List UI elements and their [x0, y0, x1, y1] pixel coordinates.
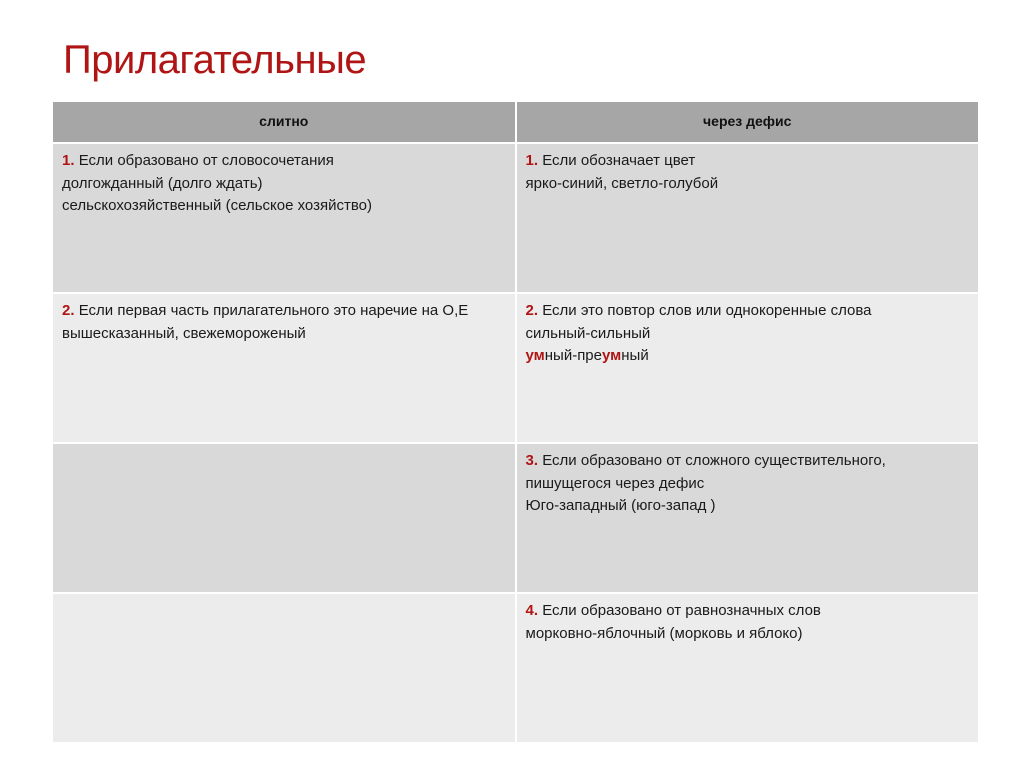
rule-number: 4.: [525, 602, 539, 619]
rules-table: [51, 100, 980, 744]
word-part: ный-пре: [544, 347, 602, 364]
rule-example: сильный-сильный: [525, 324, 651, 342]
root-highlight: ум: [602, 347, 622, 364]
slide-title: Прилагательные: [63, 38, 367, 82]
rule-number: 3.: [525, 452, 539, 469]
table-header-row: [52, 101, 979, 143]
rule-text: Если обозначает цвет: [542, 152, 696, 169]
rule-number: 1.: [525, 152, 539, 169]
rule-example: морковно-яблочный (морковь и яблоко): [525, 624, 803, 642]
table-row: [52, 143, 979, 293]
rule-number: 1.: [62, 152, 75, 169]
rule-text: Если это повтор слов или однокоренные слова: [542, 302, 872, 319]
rule-example: сельскохозяйственный (сельское хозяйство): [62, 197, 372, 214]
rule-example: долгожданный (долго ждать): [62, 174, 263, 192]
rule-hyphen-4: [516, 593, 980, 743]
rule-text: Если образовано от сложного существительного,: [542, 452, 886, 469]
rule-hyphen-1: [516, 143, 980, 293]
table-row: [52, 293, 979, 443]
empty-cell: [52, 443, 516, 593]
rule-text: Если образовано от равнозначных слов: [542, 602, 821, 619]
header-merged: слитно: [52, 101, 516, 143]
rule-example: Юго-западный (юго-запад ): [525, 497, 716, 514]
word-part: ный: [621, 347, 649, 364]
rule-example-highlighted: [526, 345, 970, 368]
rule-text: пишущегося через дефис: [525, 474, 705, 492]
rule-number: 2.: [62, 302, 75, 319]
rule-text: Если первая часть прилагательного это наречие на О,Е: [78, 302, 469, 319]
rule-example: вышесказанный, свежемороженый: [62, 324, 306, 342]
rule-hyphen-2: [516, 293, 980, 443]
root-highlight: ум: [525, 347, 545, 364]
rule-text: Если образовано от словосочетания: [78, 152, 334, 169]
table-row: [52, 593, 979, 743]
rule-hyphen-3: [516, 443, 980, 593]
rule-number: 2.: [525, 302, 539, 319]
table-row: [52, 443, 979, 593]
header-hyphenated: через дефис: [516, 101, 980, 143]
empty-cell: [52, 593, 516, 743]
rule-merged-1: [52, 143, 516, 293]
rule-merged-2: [52, 293, 516, 443]
rule-example: ярко-синий, светло-голубой: [525, 174, 719, 192]
